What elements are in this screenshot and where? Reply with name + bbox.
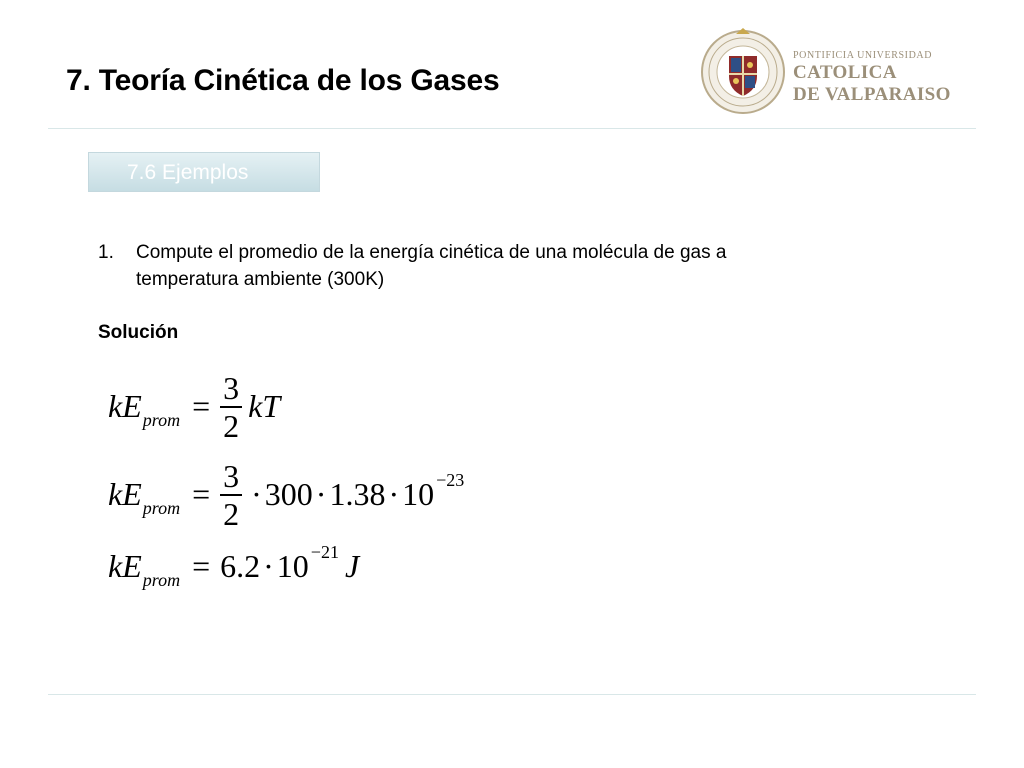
- eq3-unit: J: [344, 548, 360, 584]
- eq1-subscript: prom: [142, 410, 181, 431]
- solution-label: Solución: [98, 322, 179, 343]
- eq2-value-a: 300: [264, 476, 313, 513]
- eq2-subscript: prom: [142, 498, 181, 519]
- eq2-lhs: kE: [108, 476, 142, 513]
- section-label: 7.6 Ejemplos: [88, 152, 320, 192]
- eq2-denominator: 2: [223, 495, 240, 532]
- eq3-base: 10: [276, 548, 309, 584]
- eq1-fraction: [220, 370, 242, 444]
- problem-text-line2: temperatura ambiente (300K): [136, 269, 385, 290]
- equation-1: [108, 370, 280, 444]
- eq2-numerator: 3: [223, 458, 240, 494]
- eq2-exponent: −23: [436, 470, 465, 491]
- problem-text-line1: Compute el promedio de la energía cinética de una molécula de gas a: [136, 242, 727, 263]
- problem-number: 1.: [98, 242, 114, 263]
- eq3-equals: =: [192, 548, 211, 584]
- eq2-base: 10: [402, 476, 435, 513]
- eq3-subscript: prom: [142, 570, 181, 590]
- eq1-lhs: kE: [108, 388, 142, 425]
- equation-3: kE prom = 6.2 · 10 −21 J: [108, 542, 360, 590]
- eq3-coefficient: 6.2: [220, 548, 261, 584]
- eq1-equals: =: [192, 388, 211, 425]
- eq1-numerator: 3: [223, 370, 240, 406]
- eq3-lhs: kE: [108, 548, 142, 584]
- eq2-value-b: 1.38: [329, 476, 386, 513]
- university-seal-icon: [700, 26, 786, 118]
- eq3-exponent: −21: [310, 542, 339, 562]
- equation-2: kE prom = $\frac{3}{2}$ · 300 · 1.38 · 10 −23: [108, 458, 465, 532]
- eq2-fraction: [220, 458, 242, 532]
- logo-text-line2: CATOLICA: [793, 62, 897, 83]
- top-divider: [48, 128, 976, 129]
- slide-title: 7. Teoría Cinética de los Gases: [66, 64, 500, 97]
- eq1-denominator: 2: [223, 407, 240, 444]
- logo-text-line1: PONTIFICIA UNIVERSIDAD: [793, 50, 933, 61]
- university-logo: [700, 26, 980, 118]
- logo-text-line3: DE VALPARAISO: [793, 84, 951, 105]
- problem-item: [98, 239, 878, 293]
- eq1-rhs: kT: [248, 388, 281, 425]
- bottom-divider: [48, 694, 976, 695]
- eq2-equals: =: [192, 476, 211, 513]
